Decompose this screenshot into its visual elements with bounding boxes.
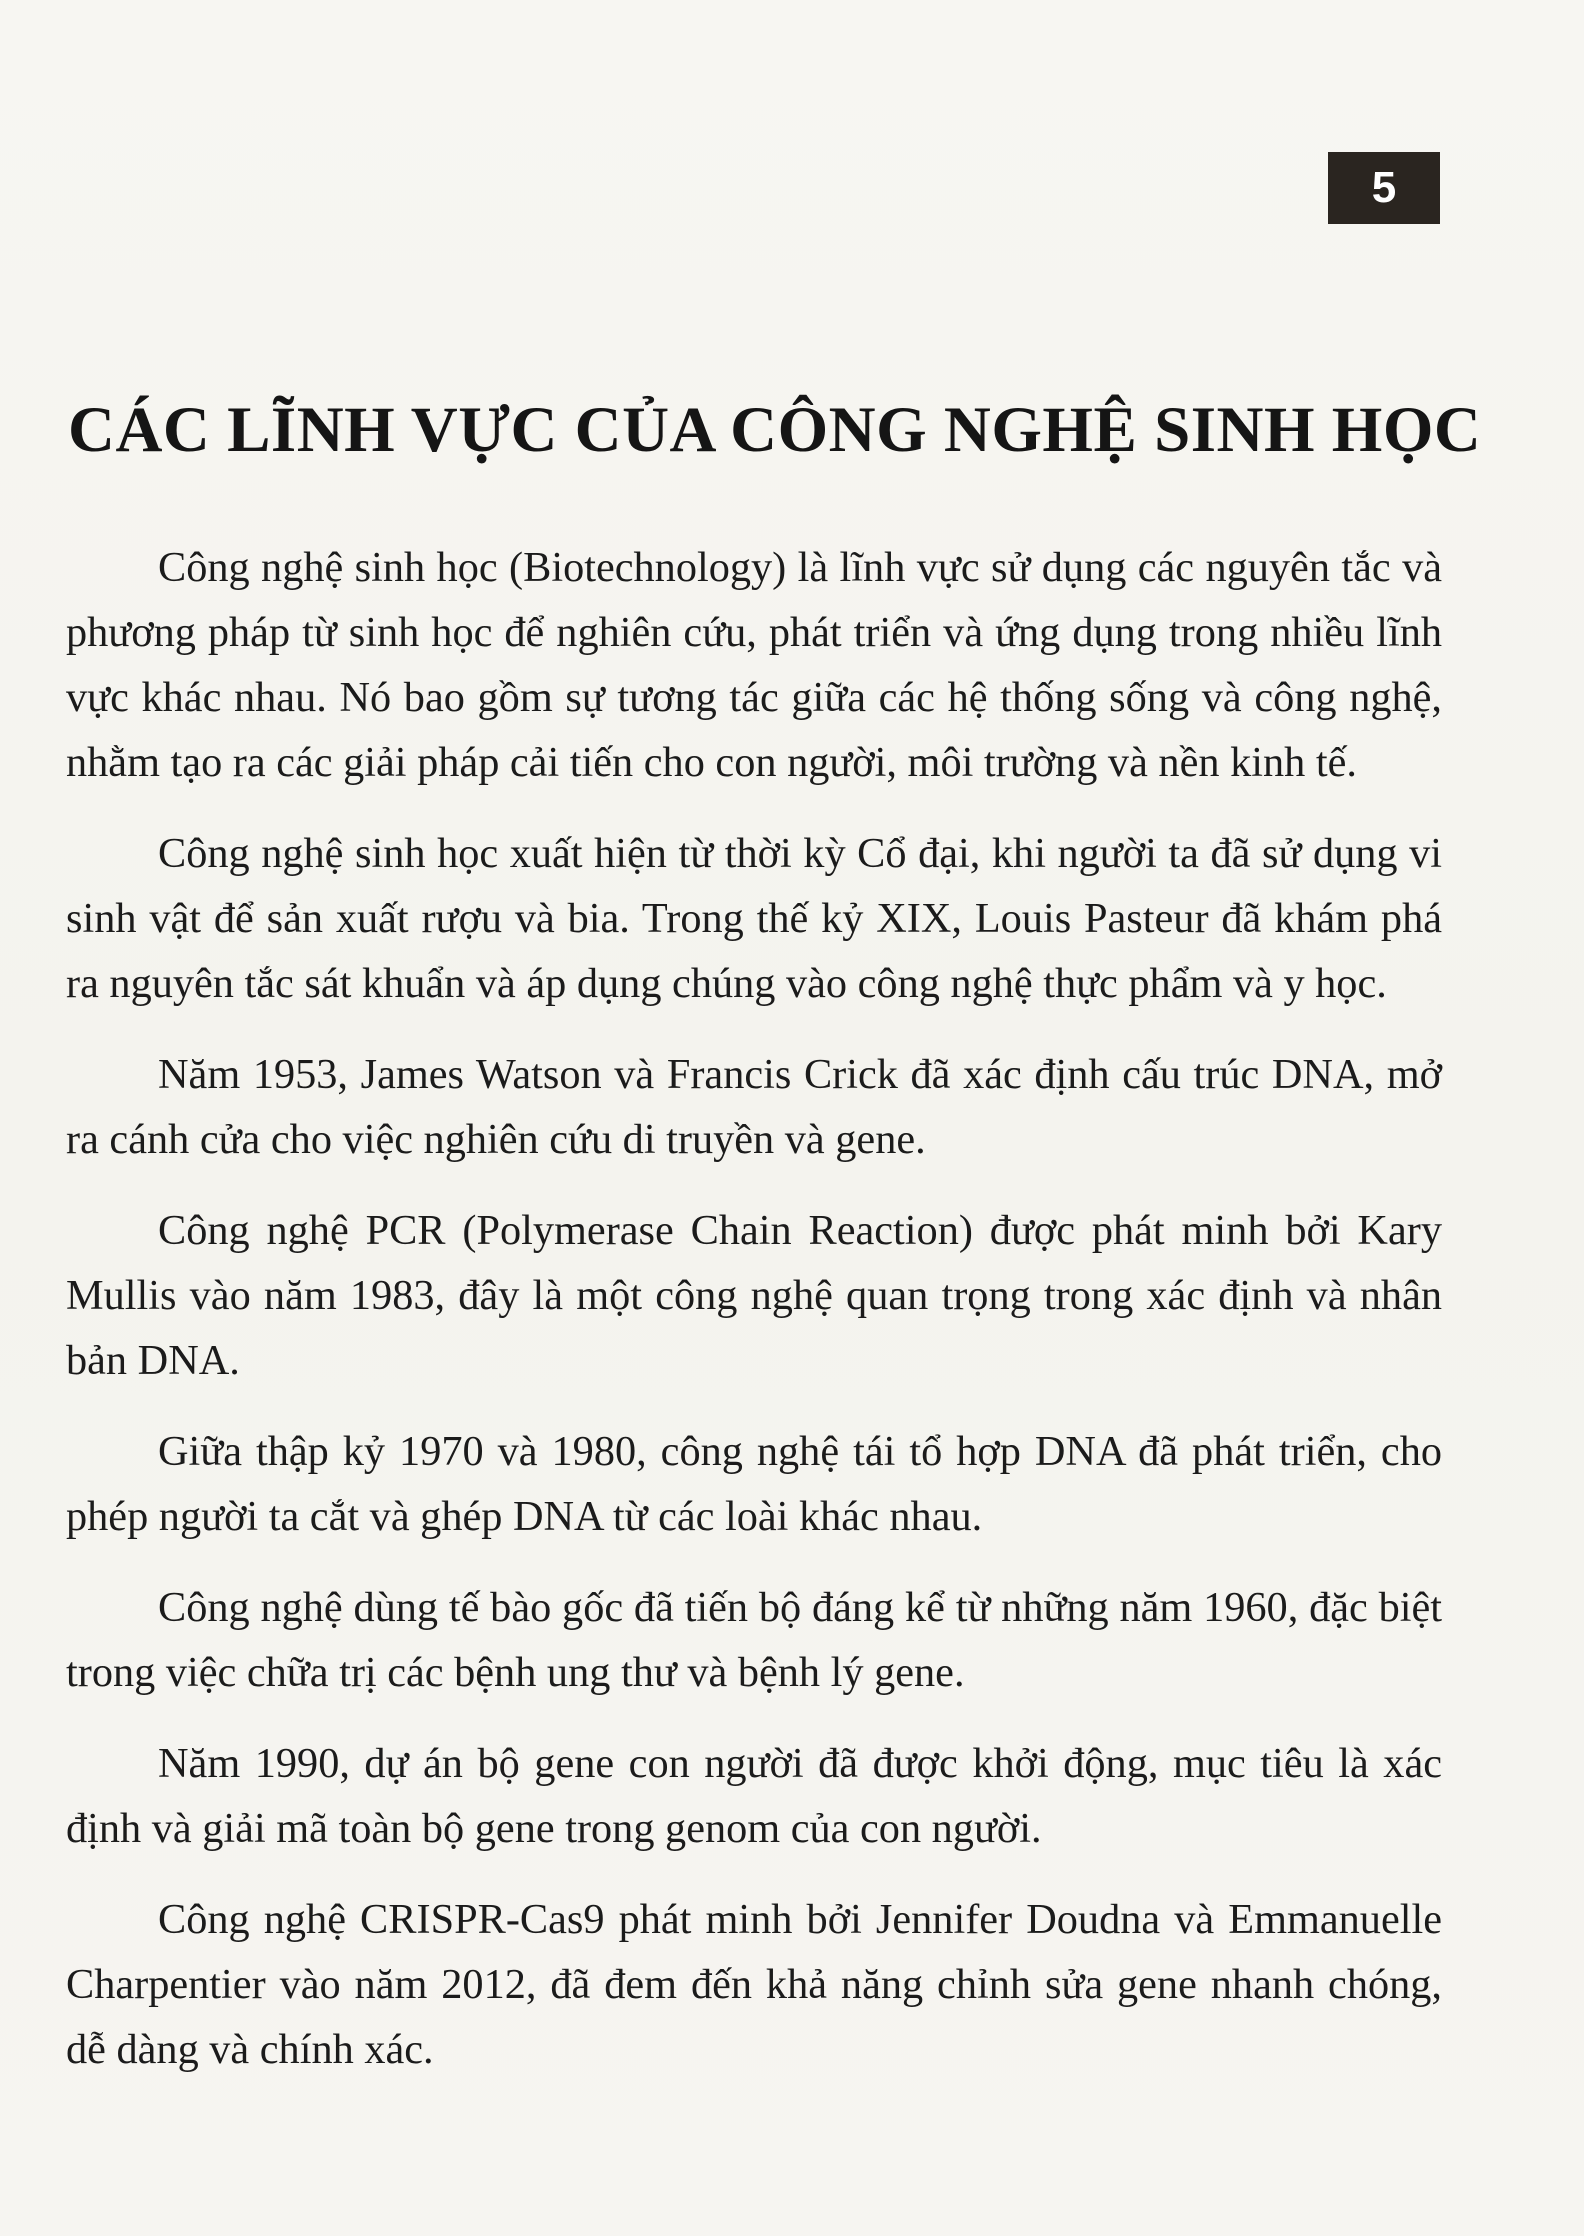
paragraph-history: Công nghệ sinh học xuất hiện từ thời kỳ Cổ đại, khi người ta đã sử dụng vi sinh vật để sản xuất rượu và bia. Trong thế kỷ XIX, Louis Pasteur đã khám phá ra nguyên tắc sát khuẩn và áp dụng chúng vào công nghệ thực phẩm và y học.: [66, 830, 1442, 1007]
paragraph-dna-structure: Năm 1953, James Watson và Francis Crick đã xác định cấu trúc DNA, mở ra cánh cửa cho việc nghiên cứu di truyền và gene.: [66, 1051, 1442, 1163]
paragraph-human-genome: Năm 1990, dự án bộ gene con người đã được khởi động, mục tiêu là xác định và giải mã toàn bộ gene trong genom của con người.: [66, 1740, 1442, 1852]
page-number-badge: 5: [1328, 152, 1440, 224]
chapter-heading: CÁC LĨNH VỰC CỦA CÔNG NGHỆ SINH HỌC: [68, 394, 1482, 466]
paragraph-pcr: Công nghệ PCR (Polymerase Chain Reaction) được phát minh bởi Kary Mullis vào năm 1983, đây là một công nghệ quan trọng trong xác định và nhân bản DNA.: [66, 1207, 1442, 1384]
body-text: [66, 535, 1442, 2082]
paragraph-intro: Công nghệ sinh học (Biotechnology) là lĩnh vực sử dụng các nguyên tắc và phương pháp từ sinh học để nghiên cứu, phát triển và ứng dụng trong nhiều lĩnh vực khác nhau. Nó bao gồm sự tương tác giữa các hệ thống sống và công nghệ, nhằm tạo ra các giải pháp cải tiến cho con người, môi trường và nền kinh tế.: [66, 544, 1442, 786]
paragraph-stem-cells: Công nghệ dùng tế bào gốc đã tiến bộ đáng kể từ những năm 1960, đặc biệt trong việc chữa trị các bệnh ung thư và bệnh lý gene.: [66, 1584, 1442, 1696]
paragraph-crispr: Công nghệ CRISPR-Cas9 phát minh bởi Jennifer Doudna và Emmanuelle Charpentier vào năm 2012, đã đem đến khả năng chỉnh sửa gene nhanh chóng, dễ dàng và chính xác.: [66, 1896, 1442, 2073]
paragraph-recombinant-dna: Giữa thập kỷ 1970 và 1980, công nghệ tái tổ hợp DNA đã phát triển, cho phép người ta cắt và ghép DNA từ các loài khác nhau.: [66, 1428, 1442, 1540]
